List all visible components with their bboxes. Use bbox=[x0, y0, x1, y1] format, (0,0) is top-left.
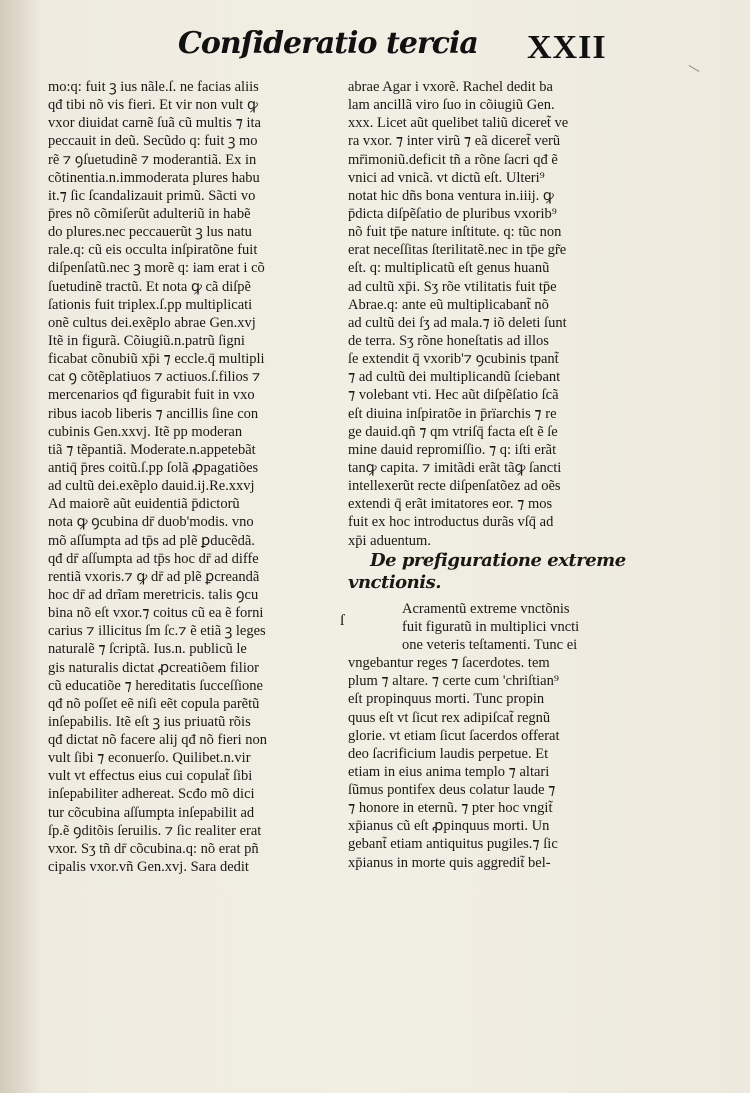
text-line: ge dauid.qñ ⁊ qm vtriſq̄ facta eſt ẽ ſe bbox=[348, 423, 558, 440]
text-line: lam ancillã viro ſuo in cõiugiũ Gen. bbox=[348, 97, 555, 114]
text-line: vxor diuidat carnẽ ſuã cũ multis ⁊ ita bbox=[48, 115, 261, 132]
text-line: Itẽ in figurã. Cõiugiũ.n.patrũ ſigni bbox=[48, 332, 245, 349]
text-line: cat ꝯ cõtẽplatiuos ⁊ actiuos.ſ.filios ⁊ bbox=[48, 369, 261, 386]
text-line: xxx. Licet aũt quelibet taliũ diceret̃ ve bbox=[348, 115, 569, 132]
text-line: de terra. Sʒ rõne honeſtatis ad illos bbox=[348, 332, 549, 349]
text-line: cubinis Gen.xxvj. Itẽ pp moderan bbox=[48, 423, 243, 440]
text-line: mine dauid repromiſſio. ⁊ q: iſti erãt bbox=[348, 441, 557, 458]
text-line: nõ fuit tp̄e nature inſtitute. q: tũc non bbox=[348, 224, 562, 241]
text-line: eſt diuina inſpiratõe in p̄rïarchis ⁊ re bbox=[348, 405, 557, 422]
text-line: Ad maiorẽ aũt euidentiã p̄dictorũ bbox=[48, 496, 240, 513]
gutter-shadow bbox=[0, 0, 40, 1093]
text-line: p̄dicta diſpẽſatio de pluribus vxorib⁹ bbox=[348, 205, 557, 222]
text-line: inſepabiliter adhereat. Scđo mõ dici bbox=[48, 786, 255, 803]
text-line: mõ aſſumpta ad tp̄s ad plẽ ꝑducẽdã. bbox=[48, 532, 255, 549]
text-line: glorie. vt etiam ſicut ſacerdos offerat bbox=[348, 727, 560, 744]
text-line: peccauit in deũ. Secũdo q: fuit ꝫ mo bbox=[48, 133, 258, 150]
text-line: plum ⁊ altare. ⁊ certe cum 'chriſtian⁹ bbox=[348, 673, 559, 690]
text-line: fuit ex hoc introductus durãs vſq̄ ad bbox=[348, 514, 554, 531]
text-line: hoc dr̄ ad drĩam meretricis. talis ꝯcu bbox=[48, 586, 259, 603]
text-line: vxor. Sʒ tñ dr̄ cõcubina.q: nõ erat pñ bbox=[48, 840, 259, 857]
text-line: notat hic dñs bona ventura in.iiij. ꝙ bbox=[348, 187, 554, 204]
text-line: gebant̃ etiam antiquitus pugiles.⁊ ſic bbox=[348, 836, 558, 853]
text-line: intellexerũt recte diſpenſatõez ad oẽs bbox=[348, 478, 561, 495]
text-line: ſuetudinẽ tractũ. Et nota ꝙ cã diſpẽ bbox=[48, 278, 251, 295]
text-line: one veteris teſtamenti. Tunc ei bbox=[402, 636, 578, 653]
text-line: it.⁊ ſic ſcandalizauit primũ. Sãcti vo bbox=[48, 187, 256, 204]
text-line: qđ dr̄ aſſumpta ad tp̄s hoc dr̄ ad diffe bbox=[48, 550, 259, 567]
text-line: qđ tibi nõ vis fieri. Et vir non vult ꝙ bbox=[48, 97, 258, 114]
text-line: ad cultũ dei.exẽplo dauid.ij.Re.xxvj bbox=[48, 478, 255, 495]
paper-mark bbox=[689, 65, 700, 72]
text-line: onẽ cultus dei.exẽplo abrae Gen.xvj bbox=[48, 314, 256, 331]
text-line: ra vxor. ⁊ inter virũ ⁊ eã diceret̃ verũ bbox=[348, 133, 561, 150]
section-heading-line-2: vnctionis. bbox=[348, 571, 441, 593]
text-line: ad cultũ dei ſʒ ad mala.⁊ iõ deleti ſunt bbox=[348, 314, 567, 331]
text-line: ⁊ honore in eternũ. ⁊ pter hoc vngit̃ bbox=[348, 800, 553, 817]
text-line: rale.q: cũ eis occulta inſpiratõne fuit bbox=[48, 242, 258, 259]
text-line: xp̄ianus in morte quis aggredit̃ bel- bbox=[348, 854, 551, 871]
text-line: mo:q: fuit ꝫ ius nãle.ſ. ne facias aliis bbox=[48, 79, 259, 95]
text-line: vngebantur reges ⁊ ſacerdotes. tem bbox=[348, 655, 550, 672]
right-column-body-text bbox=[348, 78, 630, 550]
text-line: qđ nõ poſſet eẽ niſi eẽt copula parẽtũ bbox=[48, 695, 260, 712]
right-text-column bbox=[348, 78, 630, 872]
text-line: extendi q̄ erãt imitatores eor. ⁊ mos bbox=[348, 496, 553, 513]
text-line: ⁊ volebant vti. Hec aũt diſpẽſatio ſcã bbox=[348, 387, 559, 404]
text-line: xp̄ianus cũ eſt ꝓpinquus morti. Un bbox=[348, 818, 550, 835]
text-line: inſepabilis. Itẽ eſt ꝫ ius priuatũ rõis bbox=[48, 713, 251, 730]
text-line: vnici ad vnicã. vt dictũ eſt. Ulteri⁹ bbox=[348, 169, 545, 186]
text-line: qđ dictat nõ facere alij qđ nõ fieri non bbox=[48, 732, 268, 749]
text-line: etiam in eius anima templo ⁊ altari bbox=[348, 763, 550, 780]
text-line: ſũmus pontifex deus colatur laude ⁊ bbox=[348, 782, 556, 799]
text-line: deo ſacrificium laudis perpetue. Et bbox=[348, 745, 549, 762]
text-line: ribus iacob liberis ⁊ ancillis ſine con bbox=[48, 405, 259, 422]
running-head-title: Conſideratio tercia bbox=[178, 26, 478, 61]
folio-number: XXII bbox=[527, 29, 607, 66]
text-line: tiã ⁊ tẽpantiã. Moderate.n.appetebãt bbox=[48, 441, 256, 458]
text-line: cipalis vxor.vñ Gen.xvj. Sara dedit bbox=[48, 859, 249, 876]
text-line: cũ educatiõe ⁊ hereditatis ſucceſſione bbox=[48, 677, 263, 694]
text-line: bina nõ eſt vxor.⁊ coitus cũ ea ẽ forni bbox=[48, 605, 264, 622]
text-line: eſt propinquus morti. Tunc propin bbox=[348, 691, 545, 708]
text-line: tur cõcubina aſſumpta inſepabilit ad bbox=[48, 804, 255, 821]
text-line: abrae Agar i vxorẽ. Rachel dedit ba bbox=[348, 79, 553, 95]
text-line: ⁊ ad cultũ dei multiplicandũ ſciebant bbox=[348, 369, 561, 386]
text-line: antiq̄ p̄res coitũ.ſ.pp ſolã ꝓpagatiões bbox=[48, 459, 259, 476]
text-line: ficabat cõnubiũ xp̄i ⁊ eccle.q̄ multipli bbox=[48, 351, 265, 368]
text-line: carius ⁊ illicitus ſm ſc.⁊ ẽ etiã ꝫ leges bbox=[48, 623, 266, 640]
text-line: fuit figuratũ in multiplici vncti bbox=[402, 618, 580, 635]
text-line: eſt. q: multiplicatũ eſt genus huanũ bbox=[348, 260, 550, 277]
text-line: rentiã vxoris.⁊ ꝙ dr̄ ad plẽ ꝑcreandã bbox=[48, 568, 260, 585]
text-line: p̄res nõ cõmiſerũt adulteriũ in habẽ bbox=[48, 205, 251, 222]
text-line: Abrae.q: ante eũ multiplicabant̃ nõ bbox=[348, 296, 549, 313]
text-line: cõtinentia.n.immoderata plures habu bbox=[48, 169, 260, 186]
text-line: gis naturalis dictat ꝓcreatiõem filior bbox=[48, 659, 259, 676]
text-line: ſp.ẽ ꝯditõis ſeruilis. ⁊ ſic realiter erat bbox=[48, 822, 262, 839]
text-line: mercenarios qđ figurabit fuit in vxo bbox=[48, 387, 255, 404]
text-line: vult ſibi ⁊ econuerſo. Quilibet.n.vir bbox=[48, 750, 251, 767]
text-line: ſationis fuit triplex.ſ.pp multiplicati bbox=[48, 296, 253, 313]
left-text-column bbox=[48, 78, 324, 876]
text-line: naturalẽ ⁊ ſcriptã. Ius.n. publicũ le bbox=[48, 641, 247, 658]
text-line: mr̄imoniũ.deficit tñ a rõne ſacri qđ ẽ bbox=[348, 151, 558, 168]
initial-guide-letter: ſ bbox=[340, 612, 345, 629]
text-line: quus eſt vt ſicut rex adipiſcat̃ regnũ bbox=[348, 709, 551, 726]
indented-opening-paragraph bbox=[348, 600, 630, 654]
text-line: Acramentũ extreme vnctõnis bbox=[402, 600, 570, 617]
text-line: ad cultũ xp̄i. Sʒ rõe vtilitatis fuit tp̄e bbox=[348, 278, 557, 295]
text-line: diſpenſatũ.nec ꝫ morẽ q: iam erat i cõ bbox=[48, 260, 265, 277]
text-line: nota ꝙ ꝯcubina dr̄ duob'modis. vno bbox=[48, 514, 254, 531]
right-column-continuation-text bbox=[348, 654, 630, 872]
text-line: vult vt effectus eius cui copulat̃ ſibi bbox=[48, 768, 253, 785]
section-heading-line-1: De prefiguratione extreme bbox=[370, 549, 626, 571]
text-line: do plures.nec peccauerũt ꝫ lus natu bbox=[48, 224, 252, 241]
text-line: erat neceſſitas ſterilitatẽ.nec in tp̄e gr̃e bbox=[348, 242, 567, 259]
text-line: tanꝙ capita. ⁊ imitãdi erãt tãꝙ ſancti bbox=[348, 459, 562, 476]
text-line: xp̄i aduentum. bbox=[348, 532, 431, 549]
text-line: rẽ ⁊ ꝯſuetudinẽ ⁊ moderantiã. Ex in bbox=[48, 151, 257, 168]
text-line: ſe extendit q̄ vxorib'⁊ ꝯcubinis tpant̃ bbox=[348, 351, 559, 368]
